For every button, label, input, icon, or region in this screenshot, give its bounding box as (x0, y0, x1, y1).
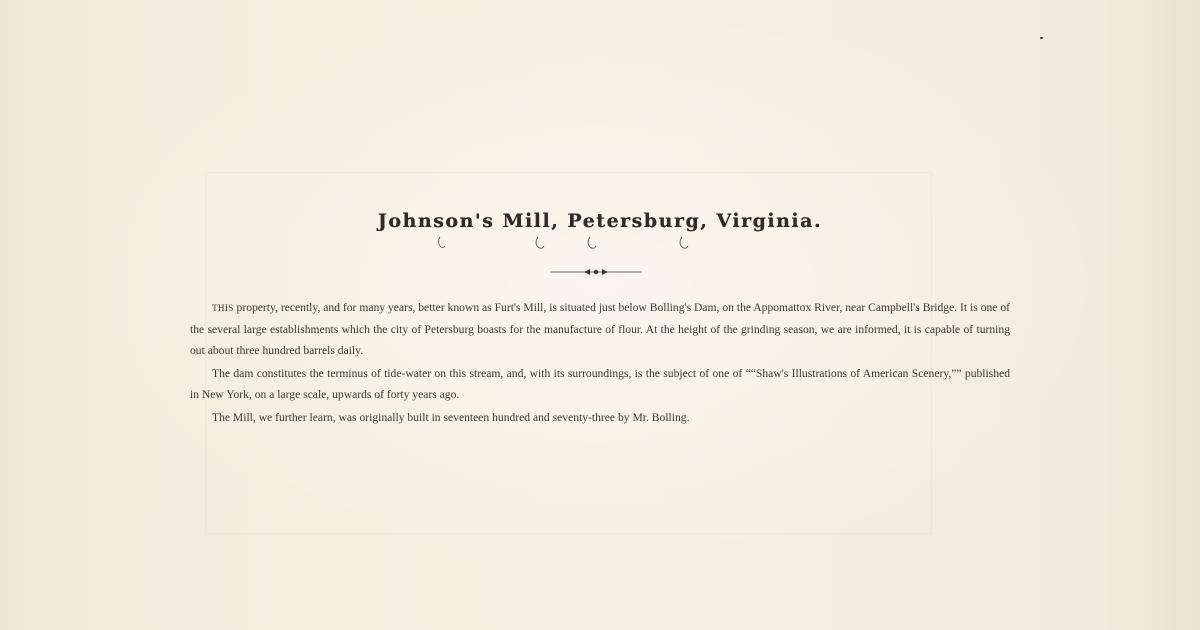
small-caps-lead: THIS (212, 303, 234, 313)
body-text (190, 297, 1010, 430)
ink-speck (1040, 37, 1043, 39)
page-title: Johnson's Mill, Petersburg, Virginia. (377, 210, 823, 232)
paragraph-2 (190, 363, 1010, 405)
paragraph-text: property, recently, and for many years, better known as Furt's Mill, is situated just below Bolling's Dam, on the Appomattox River, near Campbell's Bridge. It is one of the several large establishments which the city of Petersburg boasts for the manufacture of flour. At the height of the grinding season, we are informed, it is capable of turning out about three hundred barrels daily. (190, 301, 1010, 357)
title-flourish-ornament (430, 235, 760, 251)
paragraph-text: The dam constitutes the terminus of tide-water on this stream, and, with its surroundings, is the subject of one of ““Shaw's Illustrations of American Scenery,”” published in New York, on a large scale, upwards of forty years ago. (190, 367, 1010, 401)
section-divider (550, 266, 642, 278)
paragraph-1 (190, 297, 1010, 361)
paragraph-3 (190, 407, 1010, 428)
paragraph-text: The Mill, we further learn, was originally built in seventeen hundred and seventy-three by Mr. Bolling. (212, 411, 690, 424)
